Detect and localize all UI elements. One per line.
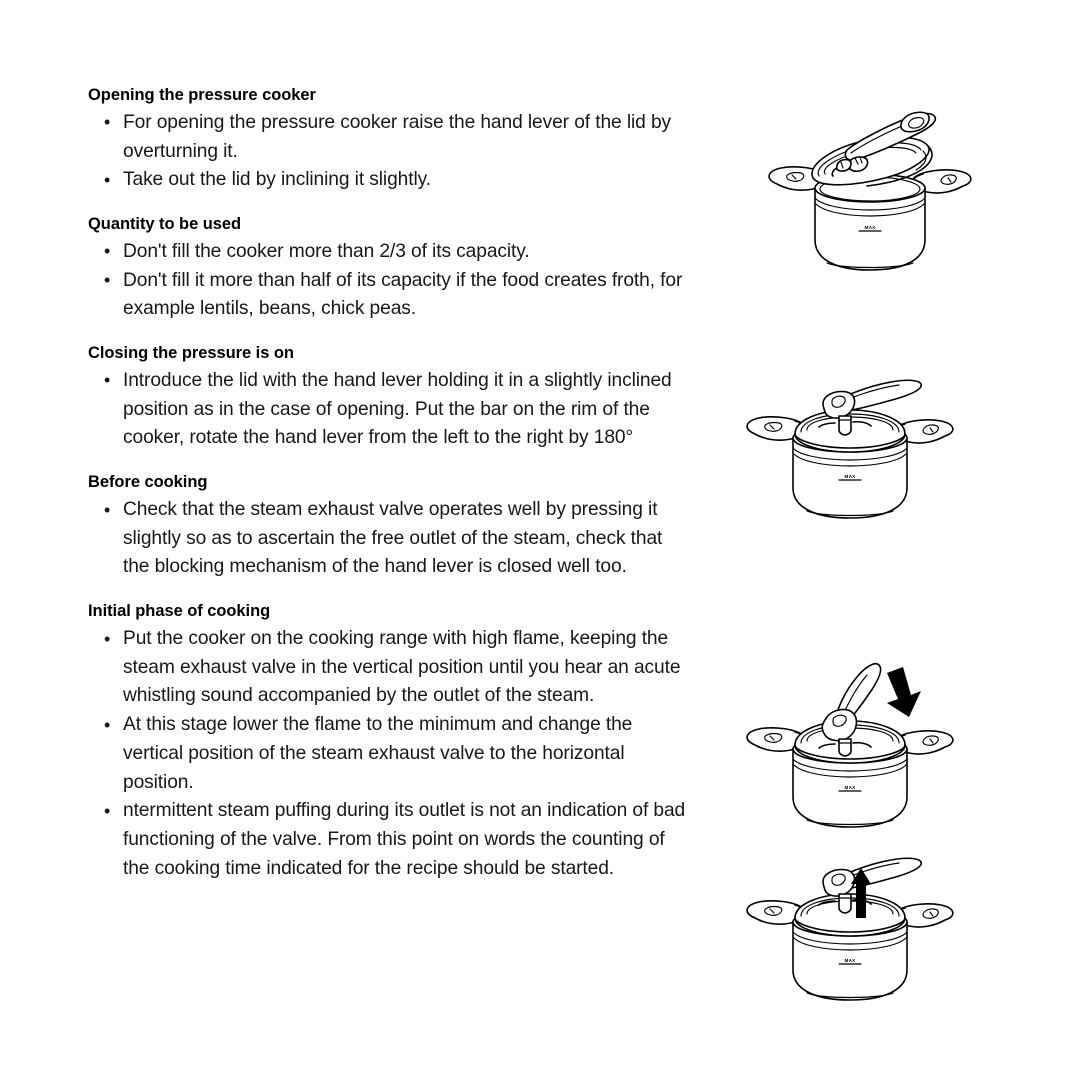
down-arrow-icon [887, 667, 921, 717]
bullet-list [88, 367, 688, 453]
list-item: • For opening the pressure cooker raise the hand lever of the lid by overturning it. [88, 109, 688, 166]
section-opening [88, 84, 688, 195]
illustration-column [700, 0, 1080, 1080]
instructions-text-column [88, 84, 688, 883]
pressure-cooker-closing-illustration [735, 655, 965, 835]
list-item: • Introduce the lid with the hand lever holding it in a slightly inclined position as in the case of opening. Put the bar on the rim of the cooker, rotate the hand lever from the left to the right by 180° [88, 367, 688, 453]
section-initial-phase [88, 600, 688, 883]
max-label: MAX [844, 785, 856, 790]
section-heading: Initial phase of cooking [88, 602, 271, 621]
figure-lid-removed [755, 100, 985, 290]
section-heading: Opening the pressure cooker [88, 86, 316, 104]
bullet-list [88, 109, 688, 195]
list-item: • Put the cooker on the cooking range with high flame, keeping the steam exhaust valve in the vertical position until you hear an acute whistling sound accompanied by the outlet of the steam. [88, 625, 688, 711]
figure-lever-up-arrow [735, 840, 965, 1010]
section-quantity [88, 213, 688, 324]
section-before-cooking [88, 471, 688, 582]
max-label: MAX [864, 225, 876, 230]
list-item: • Check that the steam exhaust valve operates well by pressing it slightly so as to ascertain the free outlet of the steam, check that the blocking mechanism of the hand lever is closed well too. [88, 496, 688, 582]
max-label: MAX [844, 474, 856, 479]
pot-body [769, 167, 971, 270]
list-item: • Take out the lid by inclining it slightly. [88, 166, 688, 195]
figure-lid-closed [735, 360, 965, 530]
section-heading: Quantity to be used [88, 215, 242, 234]
list-item: • ntermittent steam puffing during its outlet is not an indication of bad functioning of the valve. From this point on words the counting of the cooking time indicated for the recipe should be started. [88, 797, 688, 883]
list-item: • Don't fill the cooker more than 2/3 of its capacity. [88, 238, 688, 267]
list-item: • Don't fill it more than half of its capacity if the food creates froth, for example lentils, beans, chick peas. [88, 267, 688, 324]
pressure-cooker-lid-removed-illustration [755, 100, 985, 290]
section-closing [88, 342, 688, 453]
bullet-list [88, 625, 688, 883]
list-item: • At this stage lower the flame to the minimum and change the vertical position of the steam exhaust valve to the horizontal position. [88, 711, 688, 797]
bullet-list [88, 496, 688, 582]
pressure-cooker-closed-illustration [735, 360, 965, 530]
bullet-list [88, 238, 688, 324]
figure-lever-down-arrow [735, 655, 965, 835]
section-heading: Closing the pressure is on [88, 344, 294, 363]
pressure-cooker-valve-up-illustration [735, 840, 965, 1010]
section-heading: Before cooking [88, 473, 208, 492]
max-label: MAX [844, 958, 856, 963]
